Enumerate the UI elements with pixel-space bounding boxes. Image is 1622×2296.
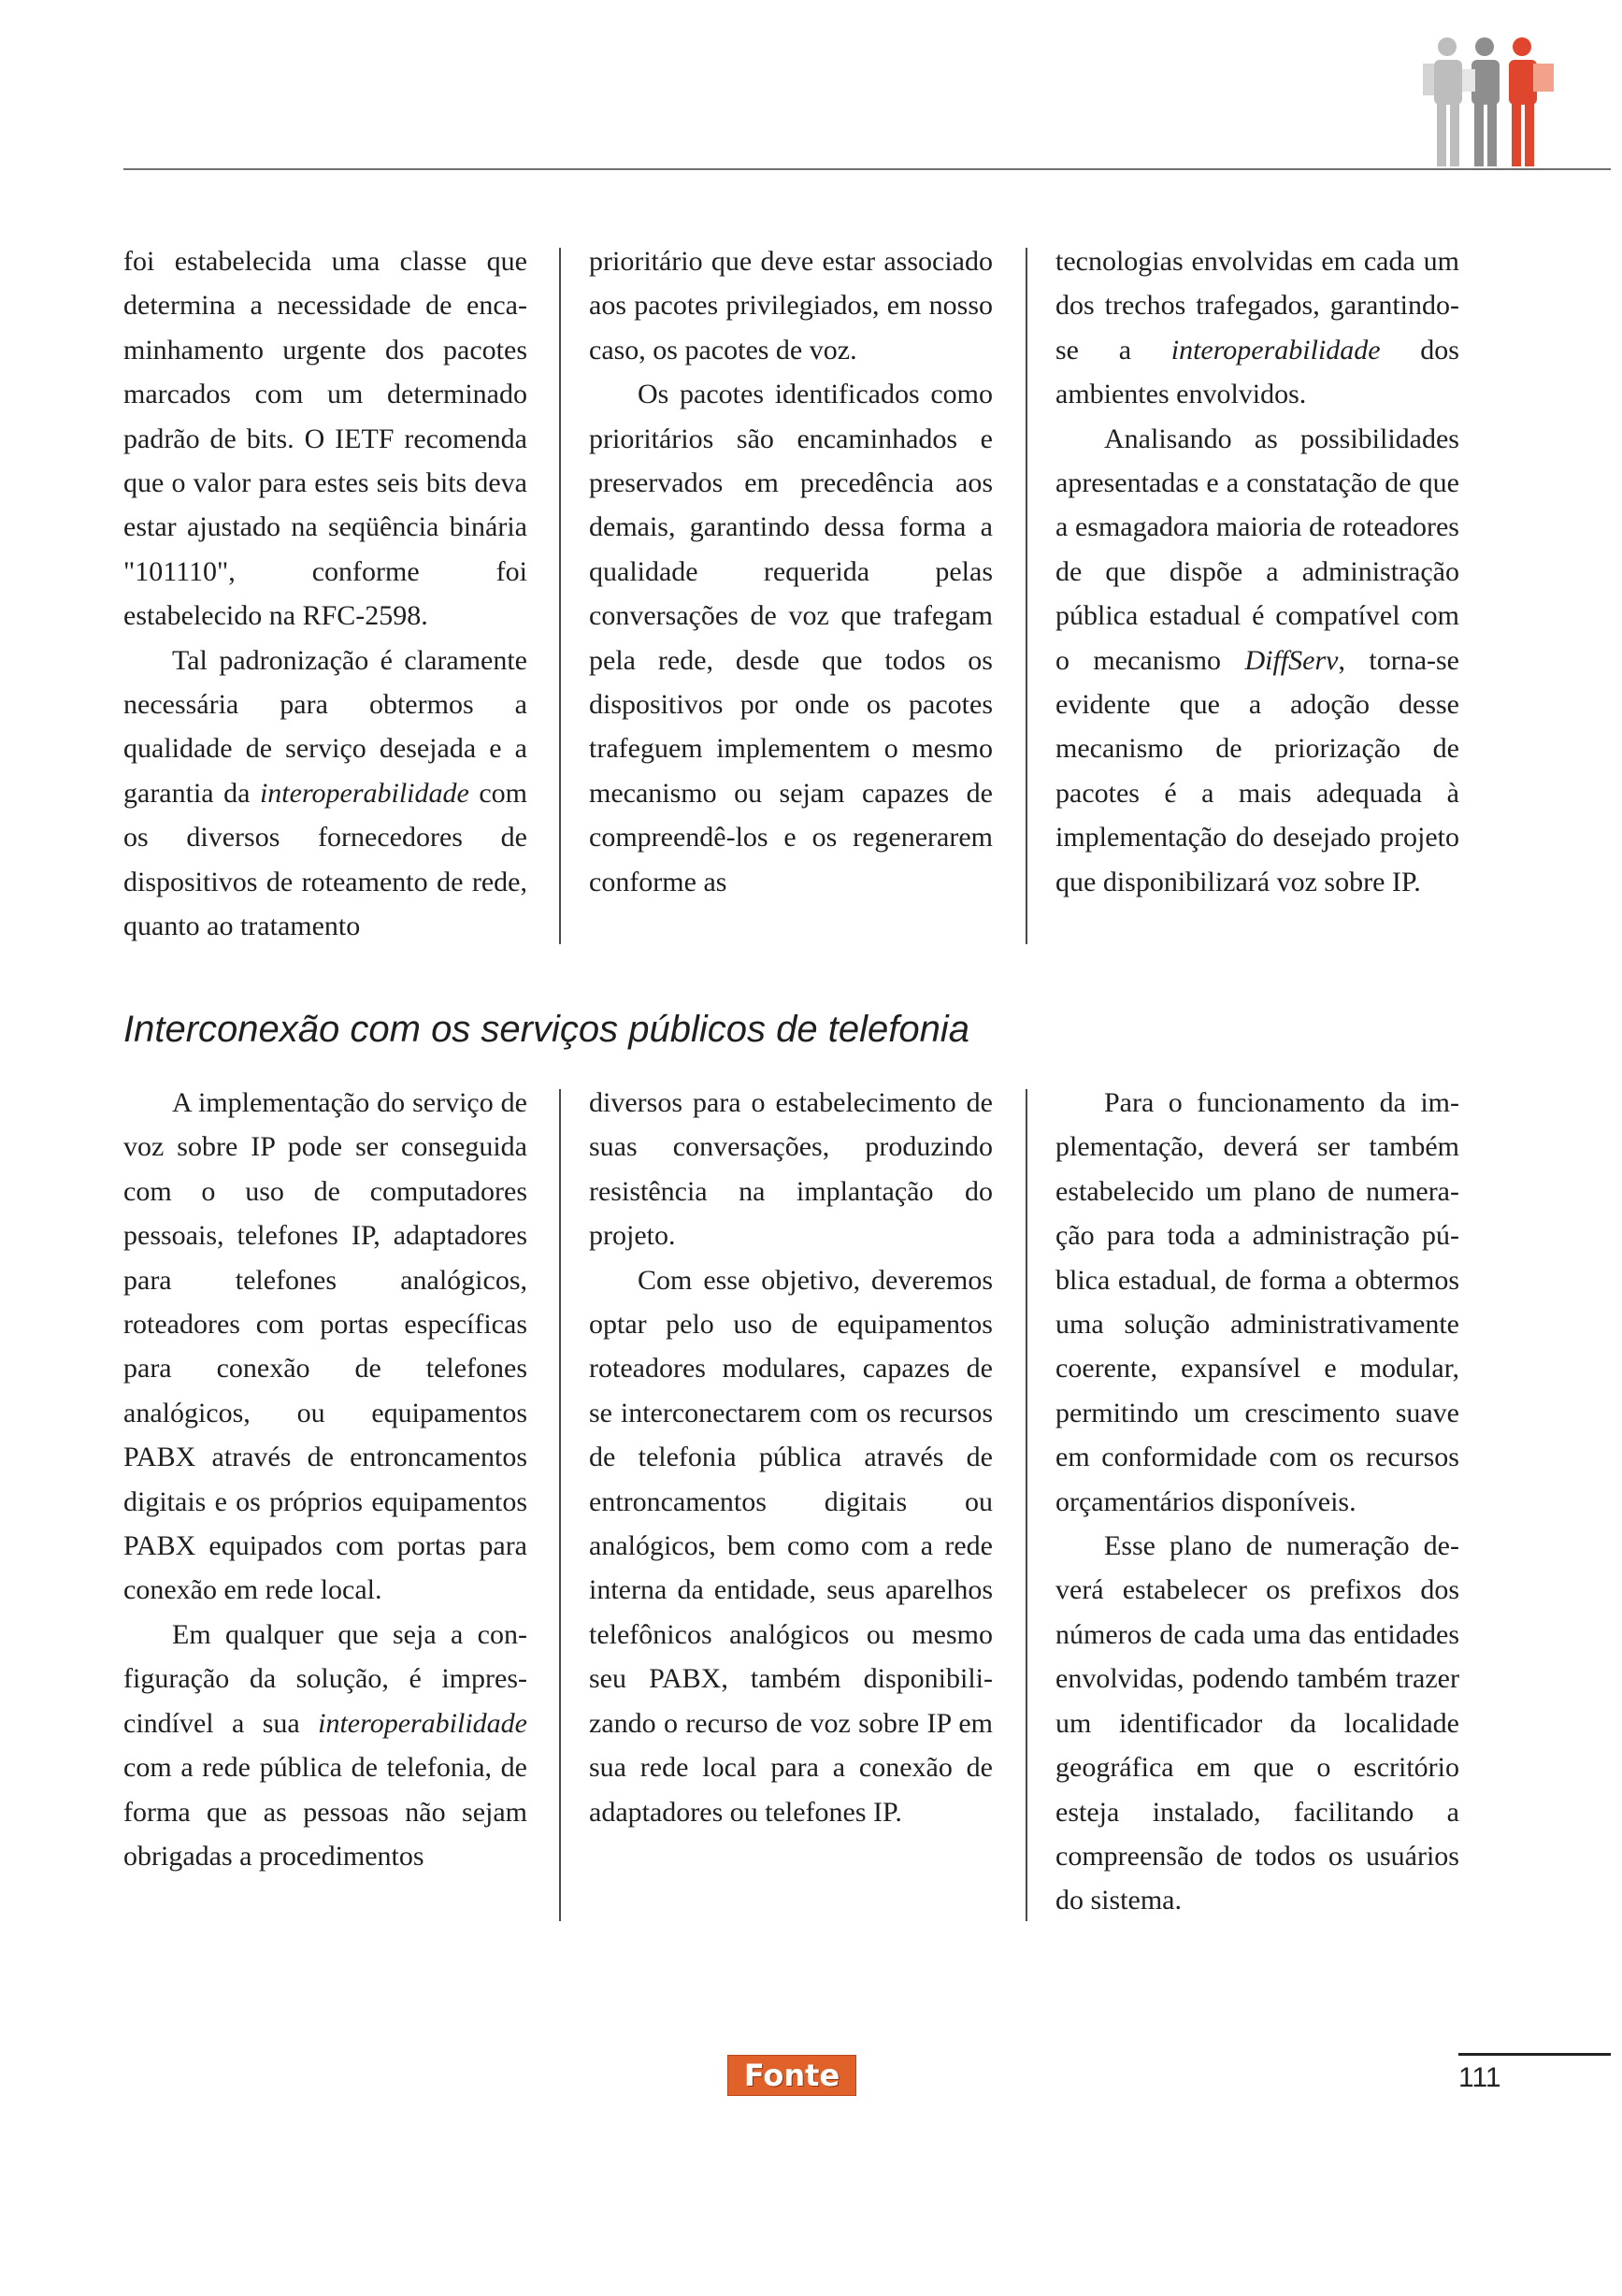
text-run: tecnologias envolvidas em cada um dos trechos trafegados, garantindo-se a (1055, 246, 1459, 366)
column-divider (1026, 248, 1027, 944)
text-run: Em qualquer que seja a configuração da solução, é imprescindível a sua (123, 1618, 527, 1739)
people-group-icon (1421, 36, 1561, 168)
column-divider (559, 248, 561, 944)
column-divider (559, 1089, 561, 1921)
bottom-column-3 (1055, 1081, 1459, 1923)
text-run: Esse plano de numeração deverá estabelecer os prefixos dos números de cada uma das entidades envolvidas, podendo também trazer um identificador da localidade geográfica em que o escritório esteja instalado, facilitando a compreensão de todos os usuários do sistema. (1055, 1530, 1459, 1916)
paragraph (123, 1081, 527, 1613)
text-run: Tal padronização é claramente necessária para obtermos a qualidade de serviço desejada e a garantia da (123, 644, 527, 809)
text-run: com os diversos fornecedores de dispositivos de roteamento de rede, quanto ao tratamento (123, 777, 527, 942)
paragraph (589, 372, 993, 904)
bottom-column-2 (589, 1081, 993, 1834)
text-run: , torna-se evidente que a adoção desse mecanismo de priorização de pacotes é a mais adequada à implementação do desejado projeto que disponibilizará voz sobre IP. (1055, 644, 1459, 897)
text-run: dos ambientes envolvidos. (1055, 334, 1459, 410)
footer-rule (1458, 2053, 1611, 2056)
page-number: 111 (1458, 2062, 1501, 2093)
text-run: Analisando as possibilidades apresentadas e a constatação de que a esmagadora maioria de roteadores de que dispõe a administração pública estadual é compatível com o mecanismo (1055, 423, 1459, 676)
paragraph (1055, 239, 1459, 417)
top-column-3 (1055, 239, 1459, 904)
paragraph (589, 239, 993, 372)
section-heading: Interconexão com os serviços públicos de telefonia (123, 1009, 969, 1050)
paragraph (1055, 417, 1459, 904)
italic-term: interoperabilidade (1170, 334, 1381, 366)
top-column-1 (123, 239, 527, 949)
paragraph (1055, 1524, 1459, 1923)
text-run: foi estabelecida uma classe que determina a necessidade de encaminhamento urgente dos pacotes marcados com um determinado padrão de bits. O IETF recomenda que o valor para estes seis bits deva estar ajustado na seqüência binária "101110", conforme foi estabelecido na RFC-2598. (123, 246, 527, 632)
italic-term: interoperabilidade (259, 777, 469, 809)
text-run: Com esse objetivo, deveremos optar pelo uso de equipamentos roteadores modulares, capazes de se interconectarem com os recursos de telefonia pública através de entroncamentos digitais ou analógicos, bem como com a rede interna da entidade, seus aparelhos telefônicos analógicos ou mesmo seu PABX, também disponibilizando o recurso de voz sobre IP em sua rede local para a conexão de adaptadores ou telefones IP. (589, 1264, 993, 1828)
text-run: com a rede pública de telefonia, de forma que as pessoas não sejam obrigadas a procedimentos (123, 1752, 527, 1872)
text-run: Os pacotes identificados como prioritários são encaminhados e preservados em precedência aos demais, garantindo dessa forma a qualidade requerida pelas conversações de voz que trafegam pela rede, desde que todos os dispositivos por onde os pacotes trafeguem implementem o mesmo mecanismo ou sejam capazes de compreendê-los e os regenerarem conforme as (589, 379, 993, 897)
paragraph (123, 239, 527, 639)
text-run: diversos para o estabelecimento de suas conversações, produzindo resistência na implantação do projeto. (589, 1087, 993, 1252)
paragraph (589, 1081, 993, 1258)
text-run: Para o funcionamento da implementação, deverá ser também estabelecido um plano de numeração para toda a administração pública estadual, de forma a obtermos uma solução administrativamente coerente, expansível e modular, permitindo um crescimento suave em conformidade com os recursos orçamentários disponíveis. (1055, 1087, 1459, 1517)
paragraph (123, 639, 527, 949)
italic-term: interoperabilidade (318, 1707, 527, 1739)
paragraph (123, 1613, 527, 1878)
bottom-column-1 (123, 1081, 527, 1878)
paragraph (1055, 1081, 1459, 1524)
top-column-2 (589, 239, 993, 904)
text-run: A implementação do serviço de voz sobre IP pode ser conseguida com o uso de computadores pessoais, telefones IP, adaptadores para telefones analógicos, roteadores com portas específicas para conexão de telefones analógicos, ou equipamentos PABX através de entroncamentos digitais e os próprios equipamentos PABX equipados com portas para conexão em rede local. (123, 1087, 527, 1606)
column-divider (1026, 1089, 1027, 1921)
italic-term: DiffServ (1244, 644, 1339, 676)
paragraph (589, 1258, 993, 1834)
text-run: prioritário que deve estar associado aos pacotes privilegiados, em nosso caso, os pacotes de voz. (589, 246, 993, 366)
header-rule (123, 168, 1611, 170)
fonte-logo: Fonte (727, 2055, 856, 2096)
